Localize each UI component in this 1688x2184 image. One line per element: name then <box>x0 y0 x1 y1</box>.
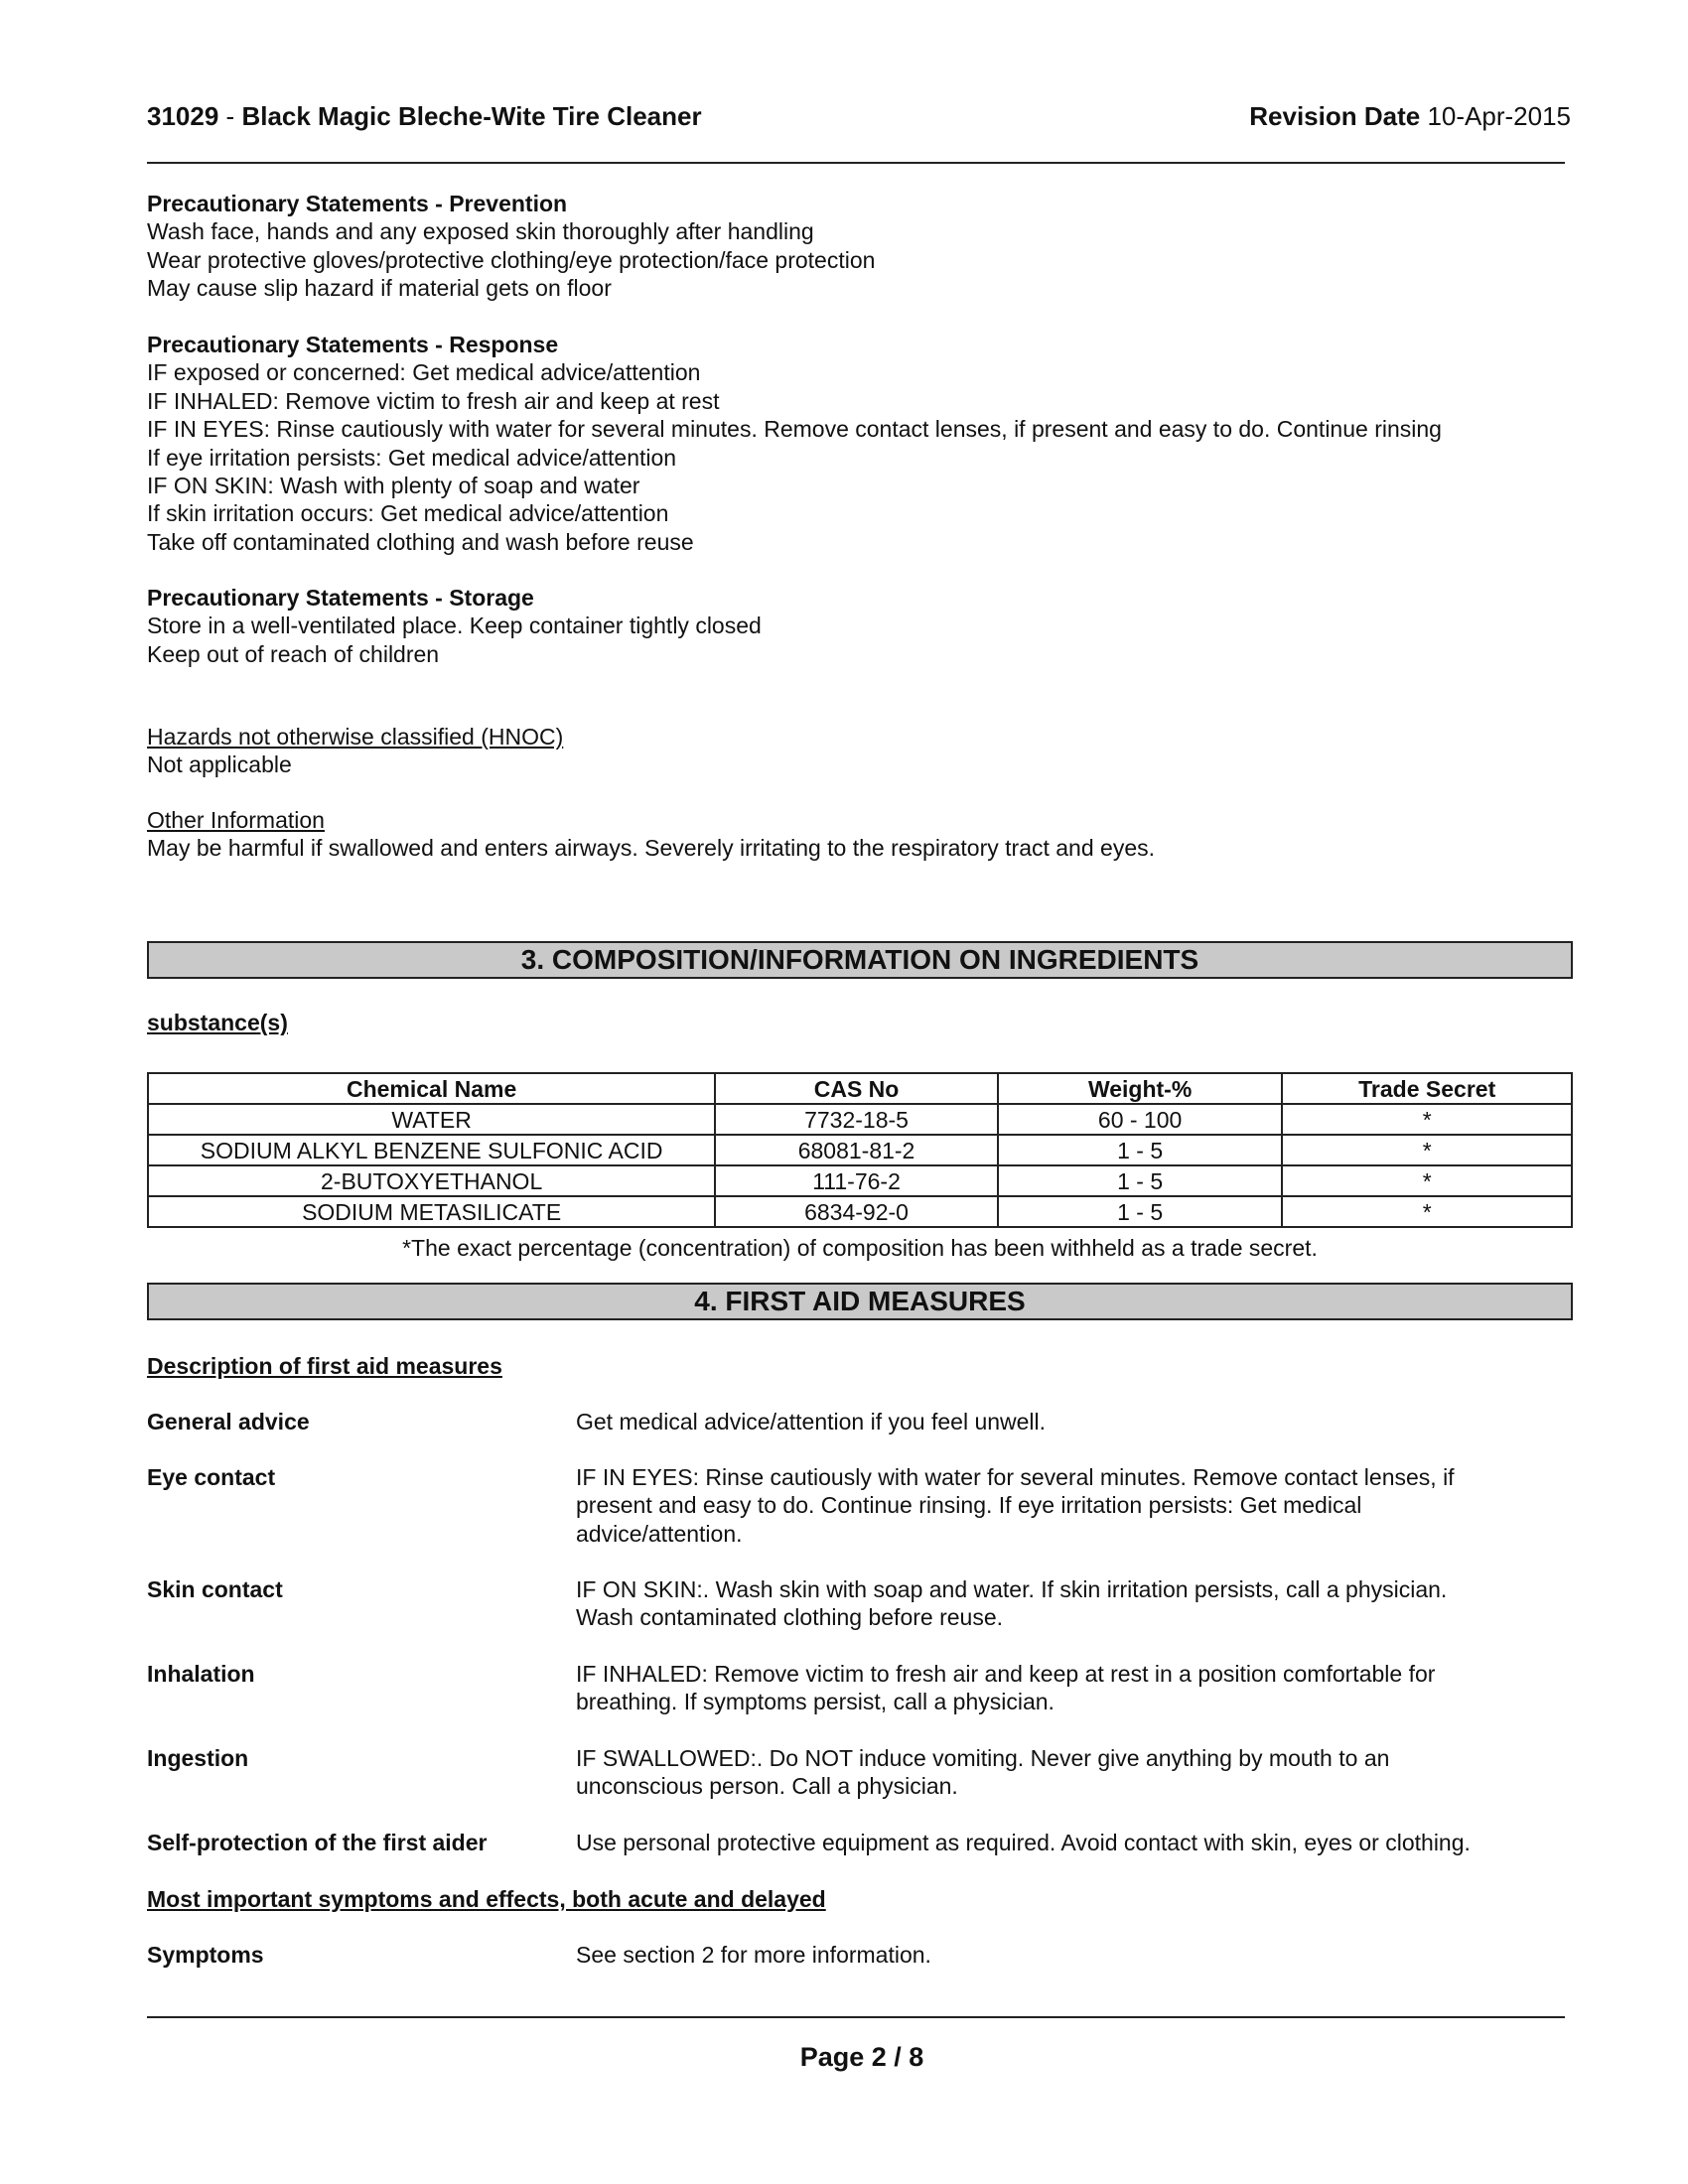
storage-line: Keep out of reach of children <box>147 640 440 667</box>
storage-heading: Precautionary Statements - Storage <box>147 585 534 611</box>
first-aid-line: IF SWALLOWED:. Do NOT induce vomiting. Never give anything by mouth to an <box>576 1745 1390 1771</box>
product-number: 31029 <box>147 101 219 131</box>
table-header-row <box>148 1073 1572 1104</box>
cas-no: 68081-81-2 <box>715 1135 998 1165</box>
table-row <box>148 1135 1572 1165</box>
first-aid-text <box>576 1463 1569 1548</box>
first-aid-line: IF ON SKIN:. Wash skin with soap and water. If skin irritation persists, call a physician. <box>576 1576 1448 1602</box>
first-aid-line: breathing. If symptoms persist, call a physician. <box>576 1689 1055 1715</box>
symptoms-text: See section 2 for more information. <box>576 1942 931 1968</box>
column-header: CAS No <box>715 1073 998 1104</box>
response-line: If eye irritation persists: Get medical advice/attention <box>147 444 677 471</box>
section-4-title: 4. FIRST AID MEASURES <box>147 1283 1573 1320</box>
first-aid-label: Eye contact <box>147 1464 276 1490</box>
other-info-section <box>147 806 1577 863</box>
trade-secret: * <box>1282 1135 1572 1165</box>
first-aid-description-heading: Description of first aid measures <box>147 1353 502 1379</box>
first-aid-label: Ingestion <box>147 1745 249 1771</box>
weight-percent: 1 - 5 <box>998 1165 1283 1196</box>
other-info-text: May be harmful if swallowed and enters airways. Severely irritating to the respiratory tract and eyes. <box>147 835 1155 862</box>
weight-percent: 60 - 100 <box>998 1104 1283 1135</box>
weight-percent: 1 - 5 <box>998 1196 1283 1227</box>
substances-subheading: substance(s) <box>147 1010 288 1035</box>
trade-secret: * <box>1282 1165 1572 1196</box>
cas-no: 7732-18-5 <box>715 1104 998 1135</box>
symptoms-heading-wrap <box>147 1885 1577 1913</box>
header-divider <box>147 162 1565 164</box>
first-aid-text <box>576 1660 1569 1716</box>
response-line: IF exposed or concerned: Get medical advice/attention <box>147 359 701 386</box>
first-aid-line: Use personal protective equipment as required. Avoid contact with skin, eyes or clothing. <box>576 1830 1471 1855</box>
first-aid-label: General advice <box>147 1409 310 1434</box>
prevention-section <box>147 190 1577 303</box>
hnoc-heading: Hazards not otherwise classified (HNOC) <box>147 724 564 750</box>
response-line: If skin irritation occurs: Get medical advice/attention <box>147 500 669 527</box>
header-separator: - <box>225 101 235 131</box>
prevention-line: Wash face, hands and any exposed skin thoroughly after handling <box>147 218 814 245</box>
prevention-line: Wear protective gloves/protective clothing/eye protection/face protection <box>147 246 876 273</box>
first-aid-line: Wash contaminated clothing before reuse. <box>576 1604 1004 1631</box>
first-aid-label: Inhalation <box>147 1661 255 1687</box>
hnoc-section <box>147 723 1577 779</box>
first-aid-label: Self-protection of the first aider <box>147 1830 488 1855</box>
chemical-name: 2-BUTOXYETHANOL <box>148 1165 715 1196</box>
response-heading: Precautionary Statements - Response <box>147 332 559 357</box>
table-row <box>148 1104 1572 1135</box>
footer-divider <box>147 2016 1565 2018</box>
storage-section <box>147 584 1577 668</box>
first-aid-line: advice/attention. <box>576 1520 743 1547</box>
section-3-title: 3. COMPOSITION/INFORMATION ON INGREDIENTS <box>147 941 1573 979</box>
response-section <box>147 331 1577 556</box>
hnoc-text: Not applicable <box>147 751 292 778</box>
storage-line: Store in a well-ventilated place. Keep container tightly closed <box>147 613 762 639</box>
cas-no: 6834-92-0 <box>715 1196 998 1227</box>
header-product <box>147 99 702 133</box>
response-line: Take off contaminated clothing and wash before reuse <box>147 528 694 555</box>
first-aid-line: IF INHALED: Remove victim to fresh air and keep at rest in a position comfortable for <box>576 1661 1436 1687</box>
response-line: IF IN EYES: Rinse cautiously with water for several minutes. Remove contact lenses, if present and easy to do. Continue rinsing <box>147 416 1442 443</box>
trade-secret-note: *The exact percentage (concentration) of composition has been withheld as a trade secret. <box>402 1235 1318 1261</box>
symptoms-label: Symptoms <box>147 1942 264 1968</box>
prevention-line: May cause slip hazard if material gets on floor <box>147 275 612 302</box>
prevention-heading: Precautionary Statements - Prevention <box>147 191 568 216</box>
first-aid-label: Skin contact <box>147 1576 283 1602</box>
weight-percent: 1 - 5 <box>998 1135 1283 1165</box>
revision-label: Revision Date <box>1249 101 1421 131</box>
first-aid-line: Get medical advice/attention if you feel unwell. <box>576 1409 1047 1434</box>
other-info-heading: Other Information <box>147 807 325 833</box>
product-name: Black Magic Bleche-Wite Tire Cleaner <box>241 101 702 131</box>
revision-date: 10-Apr-2015 <box>1427 101 1571 131</box>
column-header: Chemical Name <box>148 1073 715 1104</box>
substances-subheading-wrap <box>147 1009 1577 1036</box>
response-line: IF ON SKIN: Wash with plenty of soap and water <box>147 473 640 499</box>
table-row <box>148 1165 1572 1196</box>
first-aid-text <box>576 1829 1569 1856</box>
header-revision <box>1249 99 1571 133</box>
chemical-name: WATER <box>148 1104 715 1135</box>
column-header: Trade Secret <box>1282 1073 1572 1104</box>
response-line: IF INHALED: Remove victim to fresh air and keep at rest <box>147 387 720 414</box>
chemical-name: SODIUM METASILICATE <box>148 1196 715 1227</box>
first-aid-text <box>576 1744 1569 1801</box>
first-aid-text <box>576 1575 1569 1632</box>
first-aid-text <box>576 1408 1569 1435</box>
trade-secret: * <box>1282 1104 1572 1135</box>
composition-table <box>147 1072 1573 1228</box>
symptoms-heading: Most important symptoms and effects, both acute and delayed <box>147 1886 826 1912</box>
column-header: Weight-% <box>998 1073 1283 1104</box>
cas-no: 111-76-2 <box>715 1165 998 1196</box>
trade-secret: * <box>1282 1196 1572 1227</box>
chemical-name: SODIUM ALKYL BENZENE SULFONIC ACID <box>148 1135 715 1165</box>
first-aid-line: unconscious person. Call a physician. <box>576 1773 958 1800</box>
table-row <box>148 1196 1572 1227</box>
first-aid-line: IF IN EYES: Rinse cautiously with water for several minutes. Remove contact lenses, if <box>576 1464 1455 1490</box>
first-aid-line: present and easy to do. Continue rinsing. If eye irritation persists: Get medical <box>576 1492 1362 1519</box>
first-aid-description-wrap <box>147 1352 1577 1380</box>
page-number: Page 2 / 8 <box>799 2042 924 2072</box>
